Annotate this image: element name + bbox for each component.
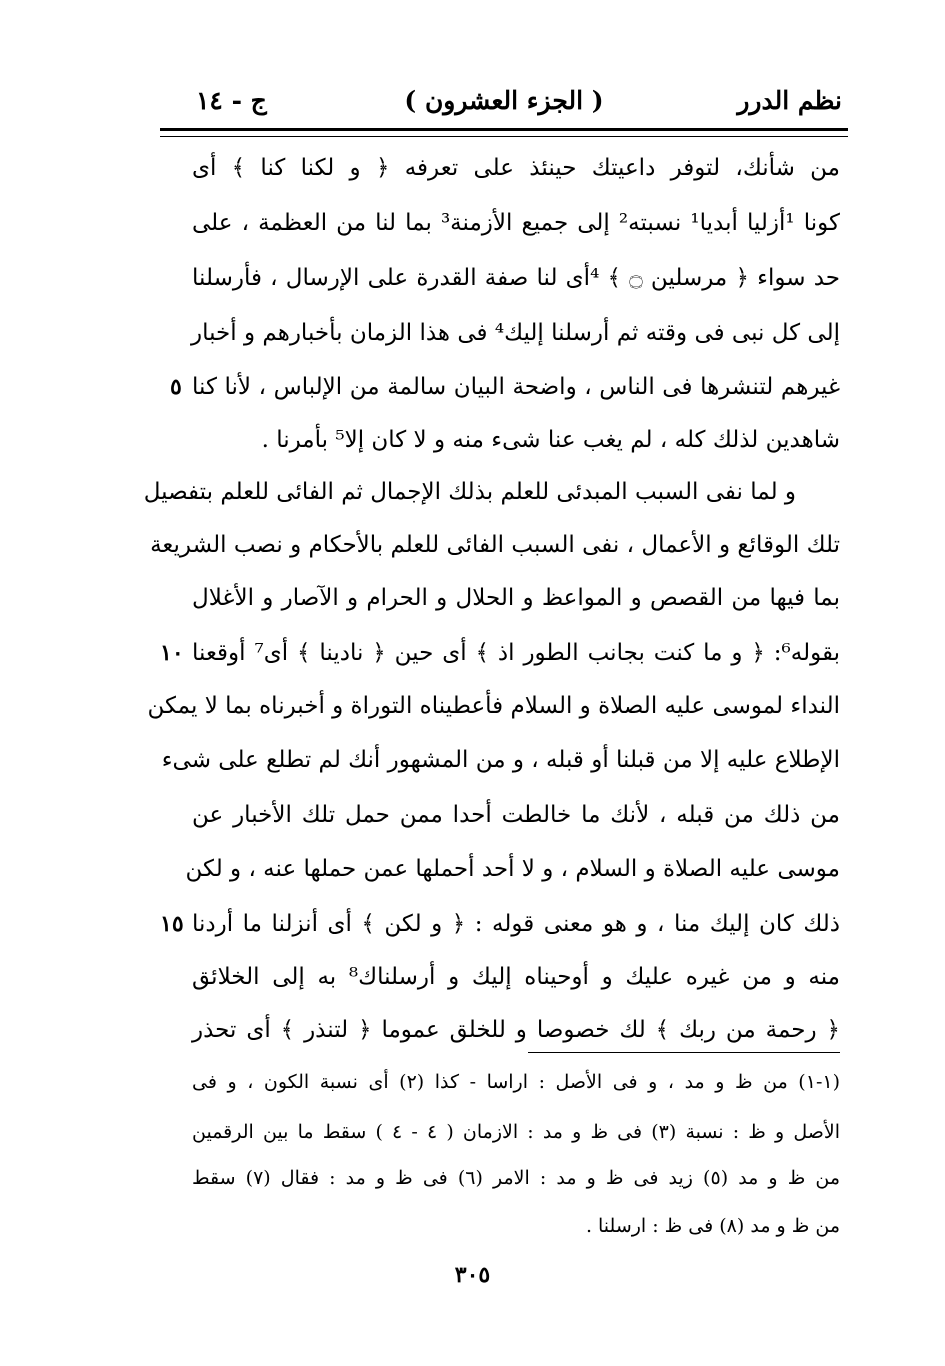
body-line: كونا ¹أزليا أبديا¹ نسبته² إلى جميع الأزمنة³ بما لنا من العظمة ، على (192, 210, 840, 236)
body-line: إلى كل نبى فى وقته ثم أرسلنا إليك⁴ فى هذا الزمان بأخبارهم و أخبار (191, 320, 840, 346)
body-line: الإطلاع عليه إلا من قبلنا أو قبله ، و من المشهور أنك لم تطلع على شىء (161, 747, 840, 773)
header-rule-thick (160, 128, 848, 131)
body-line: من ذلك من قبله ، لأنك ما خالطت أحدا ممن حمل تلك الأخبار عن (192, 802, 840, 828)
footnote-line: من ظ و مد (٥) زيد فى ظ و مد : الامر (٦) فى ظ و مد : فقال (٧) سقط (192, 1167, 840, 1189)
header-rule-thin (160, 136, 848, 137)
footnote-rule (528, 1052, 840, 1053)
page-number: ٣٠٥ (454, 1262, 491, 1288)
volume-label: ج - ١٤ (196, 86, 267, 115)
body-line: حد سواء ﴿ مرسلين ۝ ﴾ ⁴أى لنا صفة القدرة على الإرسال ، فأرسلنا (192, 265, 840, 291)
body-line: موسى عليه الصلاة و السلام ، و لا أحد أحملها عمن حملها عنه ، و لكن (185, 856, 840, 882)
body-line: ذلك كان إليك منا ، و هو معنى قوله : ﴿ و لكن ﴾ أى أنزلنا ما أردنا (192, 911, 840, 937)
line-number: ١٠ (160, 640, 184, 666)
body-line: من شأنك، لتوفر داعيتك حينئذ على تعرفه ﴿ و لكنا كنا ﴾ أى (192, 155, 840, 181)
line-number: ١٥ (160, 911, 184, 937)
line-number: ٥ (170, 374, 182, 400)
body-line: تلك الوقائع و الأعمال ، نفى السبب الفائى للعلم بالأحكام و نصب الشريعة (150, 532, 840, 558)
footnote-line: الأصل و ظ : نسبة (٣) فى ظ و مد : الازمان ( ٤ - ٤ ) سقط ما بين الرقمين (192, 1121, 840, 1143)
footnote-line: (١-١) من ظ و مد ، و فى الأصل : اراسا - كذا (٢) أى نسبة الكون ، و فى (192, 1071, 840, 1093)
running-header (160, 80, 848, 120)
body-line: غيرهم لتنشرها فى الناس ، واضحة البيان سالمة من الإلباس ، لأنا كنا (192, 374, 840, 400)
body-line: و لما نفى السبب المبدئى للعلم بذلك الإجمال ثم الفائى للعلم بتفصيل (143, 479, 796, 505)
book-title: نظم الدرر (737, 86, 842, 115)
body-line: شاهدين لذلك كله ، لم يغب عنا شىء منه و لا كان إلا⁵ بأمرنا . (261, 427, 840, 453)
body-line: ﴿ رحمة من ربك ﴾ لك خصوصا و للخلق عموما ﴿ لتنذر ﴾ أى تحذر (192, 1017, 840, 1043)
body-line: بما فيها من القصص و المواعظ و الحلال و الحرام و الآصار و الأغلال (192, 585, 840, 611)
part-title: ( الجزء العشرون ) (404, 86, 604, 115)
body-line: النداء لموسى عليه الصلاة و السلام فأعطيناه التوراة و أخبرناه بما لا يمكن (147, 693, 840, 719)
body-line: بقوله⁶: ﴿ و ما كنت بجانب الطور اذ ﴾ أى حين ﴿ نادينا ﴾ أى⁷ أوقعنا (192, 640, 840, 666)
body-line: منه و من غيره عليك و أوحيناه إليك و أرسلناك⁸ به إلى الخلائق (192, 964, 840, 990)
footnote-line: من ظ و مد (٨) فى ظ : ارسلنا . (585, 1215, 840, 1237)
